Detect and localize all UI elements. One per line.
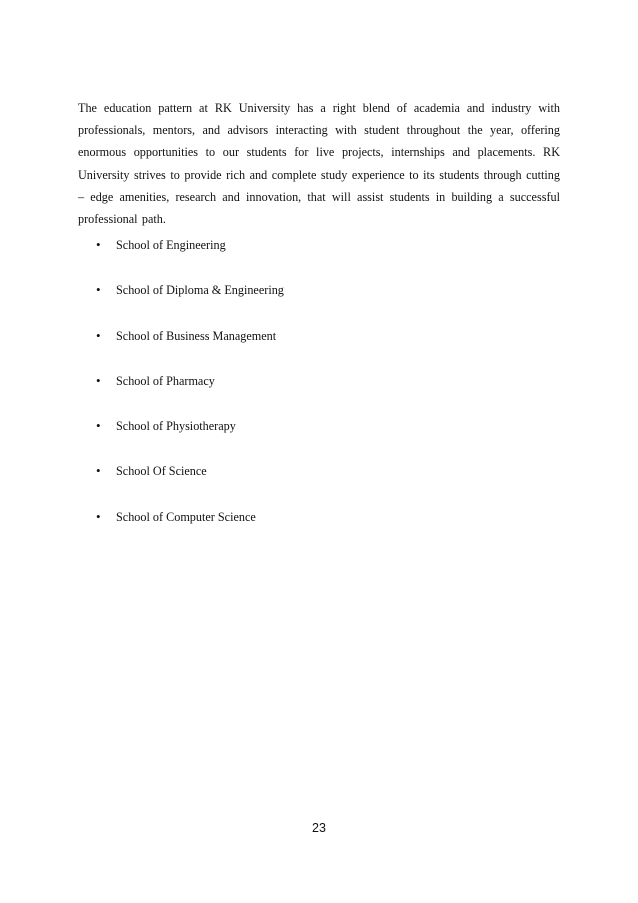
bullet-icon: •: [96, 282, 101, 298]
list-item: [96, 327, 284, 372]
school-name: School of Physiotherapy: [116, 419, 236, 434]
list-item: [96, 462, 284, 507]
bullet-icon: •: [96, 327, 101, 343]
bullet-icon: •: [96, 372, 101, 388]
bullet-icon: •: [96, 508, 101, 524]
school-name: School of Engineering: [116, 238, 226, 252]
school-name: School Of Science: [116, 464, 207, 479]
bullet-icon: •: [96, 463, 101, 479]
intro-paragraph: The education pattern at RK University has a right blend of academia and industry with professionals, mentors, and advisors interacting with student throughout the year, offering enormous opportunities to our students for live projects, internships and placements. RK University strives to provide rich and complete study experience to its students through cutting – edge amenities, research and innovation, that will assist students in building a successful professional path.: [78, 101, 560, 227]
school-name: School of Pharmacy: [116, 373, 215, 388]
page-number: 23: [312, 821, 326, 835]
school-name: School of Diploma & Engineering: [116, 283, 284, 298]
school-name: School of Computer Science: [116, 509, 256, 524]
schools-list: [96, 236, 284, 553]
bullet-icon: •: [96, 237, 101, 252]
list-item: [96, 281, 284, 326]
list-item: [96, 417, 284, 462]
list-item: [96, 508, 284, 553]
list-item: [96, 236, 284, 281]
bullet-icon: •: [96, 418, 101, 434]
school-name: School of Business Management: [116, 328, 277, 343]
list-item: [96, 372, 284, 417]
